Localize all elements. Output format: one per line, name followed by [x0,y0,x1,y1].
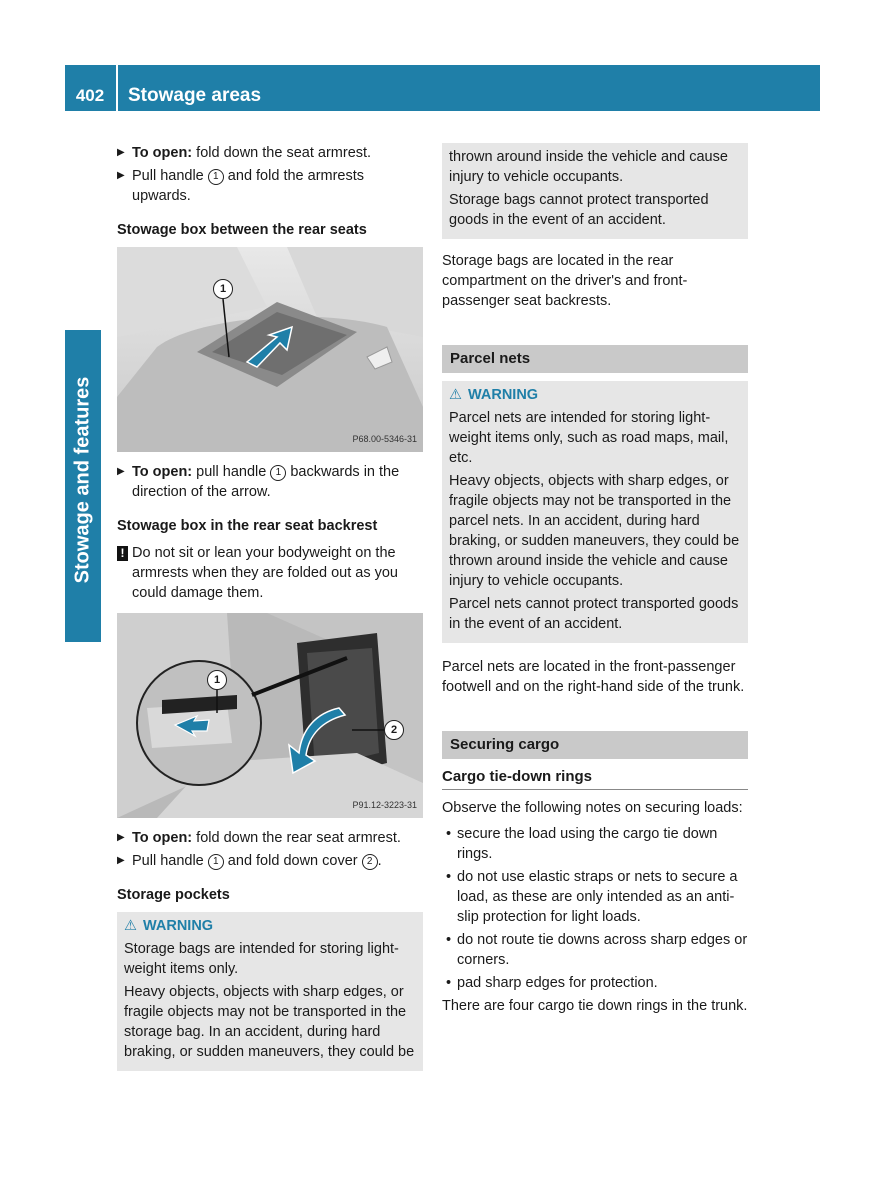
list-item-text: do not route tie downs across sharp edges or corners. [457,932,748,968]
step-arrow-icon: ▶ [117,147,125,158]
figure-callout-2: 2 [384,720,404,740]
warning-box-continued [442,143,748,239]
warning-text: Storage bags cannot protect transported goods in the event of an accident. [449,192,709,228]
step-arrow-icon: ▶ [117,855,125,866]
step-bold: To open: [132,830,193,846]
step-fold-cover [117,851,423,871]
section-parcel-nets: Parcel nets [442,345,748,373]
caution-note [117,543,423,603]
callout-number: 1 [208,169,224,185]
warning-box-parcel-nets [442,381,748,643]
paragraph: Parcel nets are located in the front-passenger footwell and on the right-hand side of the trunk. [442,659,745,695]
left-column [117,143,423,1071]
step-bold: To open: [132,145,193,161]
heading-box-backrest: Stowage box in the rear seat backrest [117,518,378,534]
heading-storage-pockets: Storage pockets [117,887,230,903]
step-text: and fold the armrests upwards. [132,168,365,204]
bullet-dot: • [446,826,452,842]
list-item [442,930,748,970]
step-pull-backwards [117,462,423,502]
page-number: 402 [75,86,105,105]
list-item [442,867,748,927]
bullet-dot: • [446,975,452,991]
figure-rear-seat-box [117,247,423,452]
figure-code: P91.12-3223-31 [352,800,417,810]
warning-heading [124,916,416,936]
step-arrow-icon: ▶ [117,466,125,477]
side-tab-label: Stowage and features [71,376,94,584]
warning-label: WARNING [468,387,539,403]
warning-box-storage [117,912,423,1071]
step-open-armrest [117,143,423,163]
step-text: pull handle [192,464,271,480]
callout-number: 1 [208,854,224,870]
step-text: Pull handle [132,853,208,869]
list-item [442,824,748,864]
bullet-dot: • [446,869,452,885]
warning-text: Heavy objects, objects with sharp edges, or fragile objects may not be transported in the parcel nets. In an accident, during hard braking, or sudden maneuvers, they could be thrown around inside the vehicle and cause injury to vehicle occupants. [449,473,740,589]
exclamation-icon: ! [117,546,128,561]
warning-triangle-icon: ⚠ [449,387,462,403]
warning-text: Storage bags are intended for storing light-weight items only. [124,941,399,977]
paragraph: There are four cargo tie down rings in the trunk. [442,998,748,1014]
warning-heading [449,385,741,405]
warning-text: Parcel nets are intended for storing light-weight items only, such as road maps, mail, etc. [449,410,729,466]
page-header [65,65,820,111]
step-arrow-icon: ▶ [117,832,125,843]
list-item-text: do not use elastic straps or nets to secure a load, as these are only intended as an anti-slip protection for light loads. [457,869,738,925]
step-fold-rear-armrest [117,828,423,848]
list-item-text: secure the load using the cargo tie down rings. [457,826,718,862]
step-pull-handle [117,166,423,206]
figure-code: P68.00-5346-31 [352,434,417,444]
list-item [442,973,748,993]
step-text: Pull handle [132,168,208,184]
figure-callout-1: 1 [207,670,227,690]
heading-box-rear-seats: Stowage box between the rear seats [117,222,367,238]
warning-text: Parcel nets cannot protect transported goods in the event of an accident. [449,596,739,632]
page-title: Stowage areas [128,85,262,106]
step-text: . [377,853,382,869]
bullet-dot: • [446,932,452,948]
callout-number: 1 [270,465,286,481]
warning-triangle-icon: ⚠ [124,918,137,934]
note-text: Do not sit or lean your bodyweight on the armrests when they are folded out as you could damage them. [132,545,398,601]
step-text: backwards in the direction of the arrow. [132,464,400,500]
warning-label: WARNING [143,918,214,934]
backrest-box-illustration [117,613,423,818]
step-bold: To open: [132,464,193,480]
section-securing-cargo: Securing cargo [442,731,748,759]
header-divider [116,65,118,111]
paragraph: Storage bags are located in the rear compartment on the driver's and front-passenger seat backrests. [442,253,688,309]
step-text: fold down the seat armrest. [192,145,372,161]
list-item-text: pad sharp edges for protection. [457,975,658,991]
step-arrow-icon: ▶ [117,170,125,181]
figure-callout: 1 [213,279,233,299]
figure-backrest-box [117,613,423,818]
warning-text: thrown around inside the vehicle and cause injury to vehicle occupants. [449,149,728,185]
rear-seat-box-illustration [117,247,423,452]
warning-text: Heavy objects, objects with sharp edges, or fragile objects may not be transported in the storage bag. In an accident, during hard braking, or sudden maneuvers, they could be [124,984,415,1060]
right-column [442,143,748,1016]
subheading-tie-down-rings: Cargo tie-down rings [442,767,748,790]
callout-number: 2 [362,854,378,870]
step-text: fold down the rear seat armrest. [192,830,401,846]
paragraph: Observe the following notes on securing loads: [442,800,743,816]
step-text: and fold down cover [223,853,362,869]
